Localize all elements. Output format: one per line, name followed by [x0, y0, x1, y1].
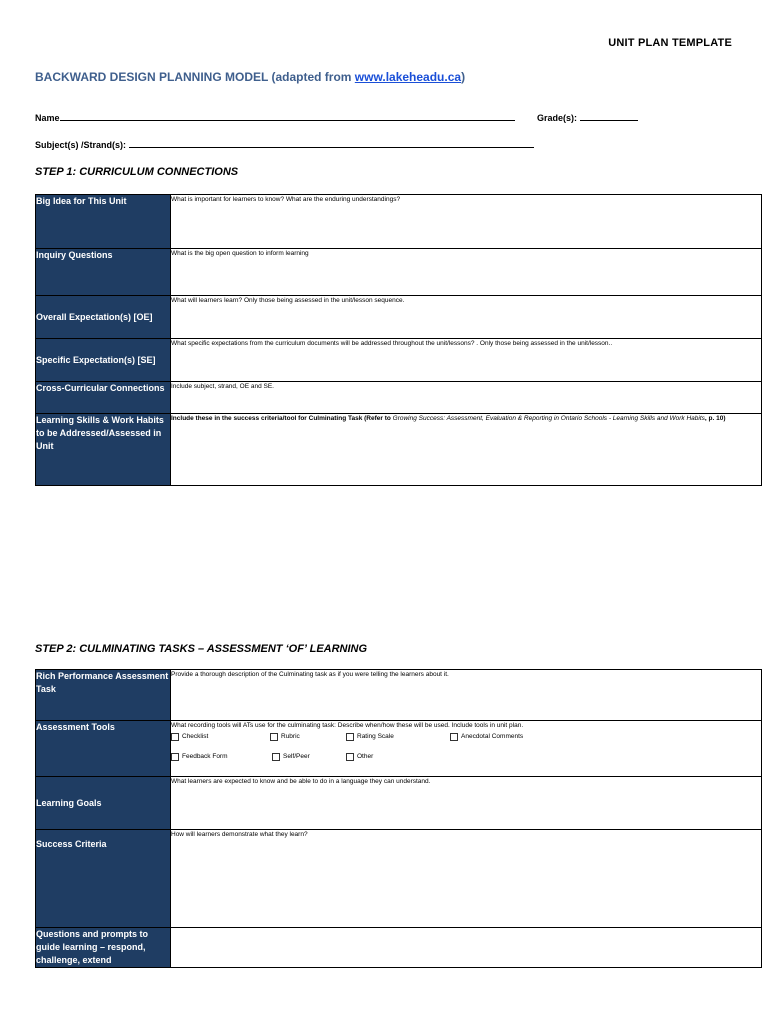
lakehead-link[interactable]: www.lakeheadu.ca	[354, 70, 462, 84]
subject-field[interactable]	[35, 138, 534, 150]
checkbox-label: Feedback Form	[182, 753, 228, 760]
row-content[interactable]: What will learners learn? Only those being assessed in the unit/lesson sequence.	[171, 296, 762, 339]
document-header: UNIT PLAN TEMPLATE	[608, 37, 732, 49]
self-peer-option[interactable]	[272, 752, 346, 762]
checkbox-label: Rubric	[281, 733, 300, 740]
row-content[interactable]: What specific expectations from the curriculum documents will be addressed throughout the unit/lessons? . Only those being assessed in the unit/lesson..	[171, 339, 762, 382]
grade-field[interactable]	[537, 111, 638, 123]
learning-skills-instruction: Include these in the success criteria/tool for Culminating Task (Refer to	[171, 415, 393, 422]
model-title-text: BACKWARD DESIGN PLANNING MODEL (adapted from	[35, 70, 355, 84]
assessment-tools-instruction: What recording tools will ATs use for the culminating task: Describe when/how these will be used. Include tools in unit plan.	[171, 722, 524, 729]
row-content[interactable]	[171, 414, 762, 486]
subject-line[interactable]	[129, 138, 534, 148]
checkbox-label: Other	[357, 753, 374, 760]
checkbox-icon[interactable]	[171, 733, 179, 741]
table-row	[36, 382, 762, 414]
table-row	[36, 721, 762, 777]
table-row	[36, 414, 762, 486]
table-row	[36, 928, 762, 968]
table-row	[36, 195, 762, 249]
culminating-tasks-table	[35, 669, 762, 968]
row-label: Learning Goals	[36, 777, 171, 830]
name-label: Name	[35, 113, 60, 123]
table-row	[36, 777, 762, 830]
row-content[interactable]: How will learners demonstrate what they learn?	[171, 830, 762, 928]
grade-line[interactable]	[580, 111, 638, 121]
row-label: Big Idea for This Unit	[36, 195, 171, 249]
row-content[interactable]: Provide a thorough description of the Culminating task as if you were telling the learners about it.	[171, 670, 762, 721]
feedback-form-option[interactable]	[171, 752, 272, 762]
row-label: Learning Skills & Work Habits to be Addressed/Assessed in Unit	[36, 414, 171, 486]
subject-label: Subject(s) /Strand(s):	[35, 140, 127, 150]
name-field[interactable]	[35, 111, 515, 123]
row-label: Questions and prompts to guide learning – respond, challenge, extend	[36, 928, 171, 968]
model-title-suffix: )	[461, 70, 466, 84]
row-label: Assessment Tools	[36, 721, 171, 777]
row-content	[171, 721, 762, 777]
curriculum-connections-table	[35, 194, 762, 486]
model-title	[35, 70, 465, 84]
row-label: Rich Performance Assessment Task	[36, 670, 171, 721]
row-content[interactable]: What is the big open question to inform learning	[171, 249, 762, 296]
table-row	[36, 296, 762, 339]
row-content[interactable]	[171, 928, 762, 968]
checklist-option[interactable]	[171, 732, 270, 742]
table-row	[36, 670, 762, 721]
rating-scale-option[interactable]	[346, 732, 450, 742]
checkbox-label: Anecdotal Comments	[461, 733, 524, 740]
grade-label: Grade(s):	[537, 113, 578, 123]
row-content[interactable]: What learners are expected to know and be able to do in a language they can understand.	[171, 777, 762, 830]
checkbox-label: Self/Peer	[283, 753, 310, 760]
step2-title: STEP 2: CULMINATING TASKS – ASSESSMENT ‘OF’ LEARNING	[35, 643, 368, 655]
row-label: Specific Expectation(s) [SE]	[36, 339, 171, 382]
checkbox-icon[interactable]	[272, 753, 280, 761]
row-content[interactable]: Include subject, strand, OE and SE.	[171, 382, 762, 414]
checkbox-group	[171, 752, 761, 762]
checkbox-icon[interactable]	[270, 733, 278, 741]
checkbox-icon[interactable]	[171, 753, 179, 761]
row-label: Overall Expectation(s) [OE]	[36, 296, 171, 339]
anecdotal-comments-option[interactable]	[450, 732, 523, 742]
step1-title: STEP 1: CURRICULUM CONNECTIONS	[35, 166, 239, 178]
other-option[interactable]	[346, 752, 373, 762]
checkbox-label: Checklist	[182, 733, 209, 740]
checkbox-icon[interactable]	[346, 733, 354, 741]
table-row	[36, 830, 762, 928]
row-label: Cross-Curricular Connections	[36, 382, 171, 414]
row-label: Success Criteria	[36, 830, 171, 928]
page-reference: , p. 10)	[704, 415, 726, 422]
checkbox-icon[interactable]	[346, 753, 354, 761]
growing-success-reference: Growing Success: Assessment, Evaluation & Reporting in Ontario Schools - Learning Skills and Work Habits	[392, 415, 705, 422]
rubric-option[interactable]	[270, 732, 346, 742]
table-row	[36, 249, 762, 296]
name-line[interactable]	[60, 111, 515, 121]
checkbox-icon[interactable]	[450, 733, 458, 741]
table-row	[36, 339, 762, 382]
checkbox-group	[171, 732, 761, 742]
row-label: Inquiry Questions	[36, 249, 171, 296]
row-content[interactable]: What is important for learners to know? What are the enduring understandings?	[171, 195, 762, 249]
checkbox-label: Rating Scale	[357, 733, 394, 740]
